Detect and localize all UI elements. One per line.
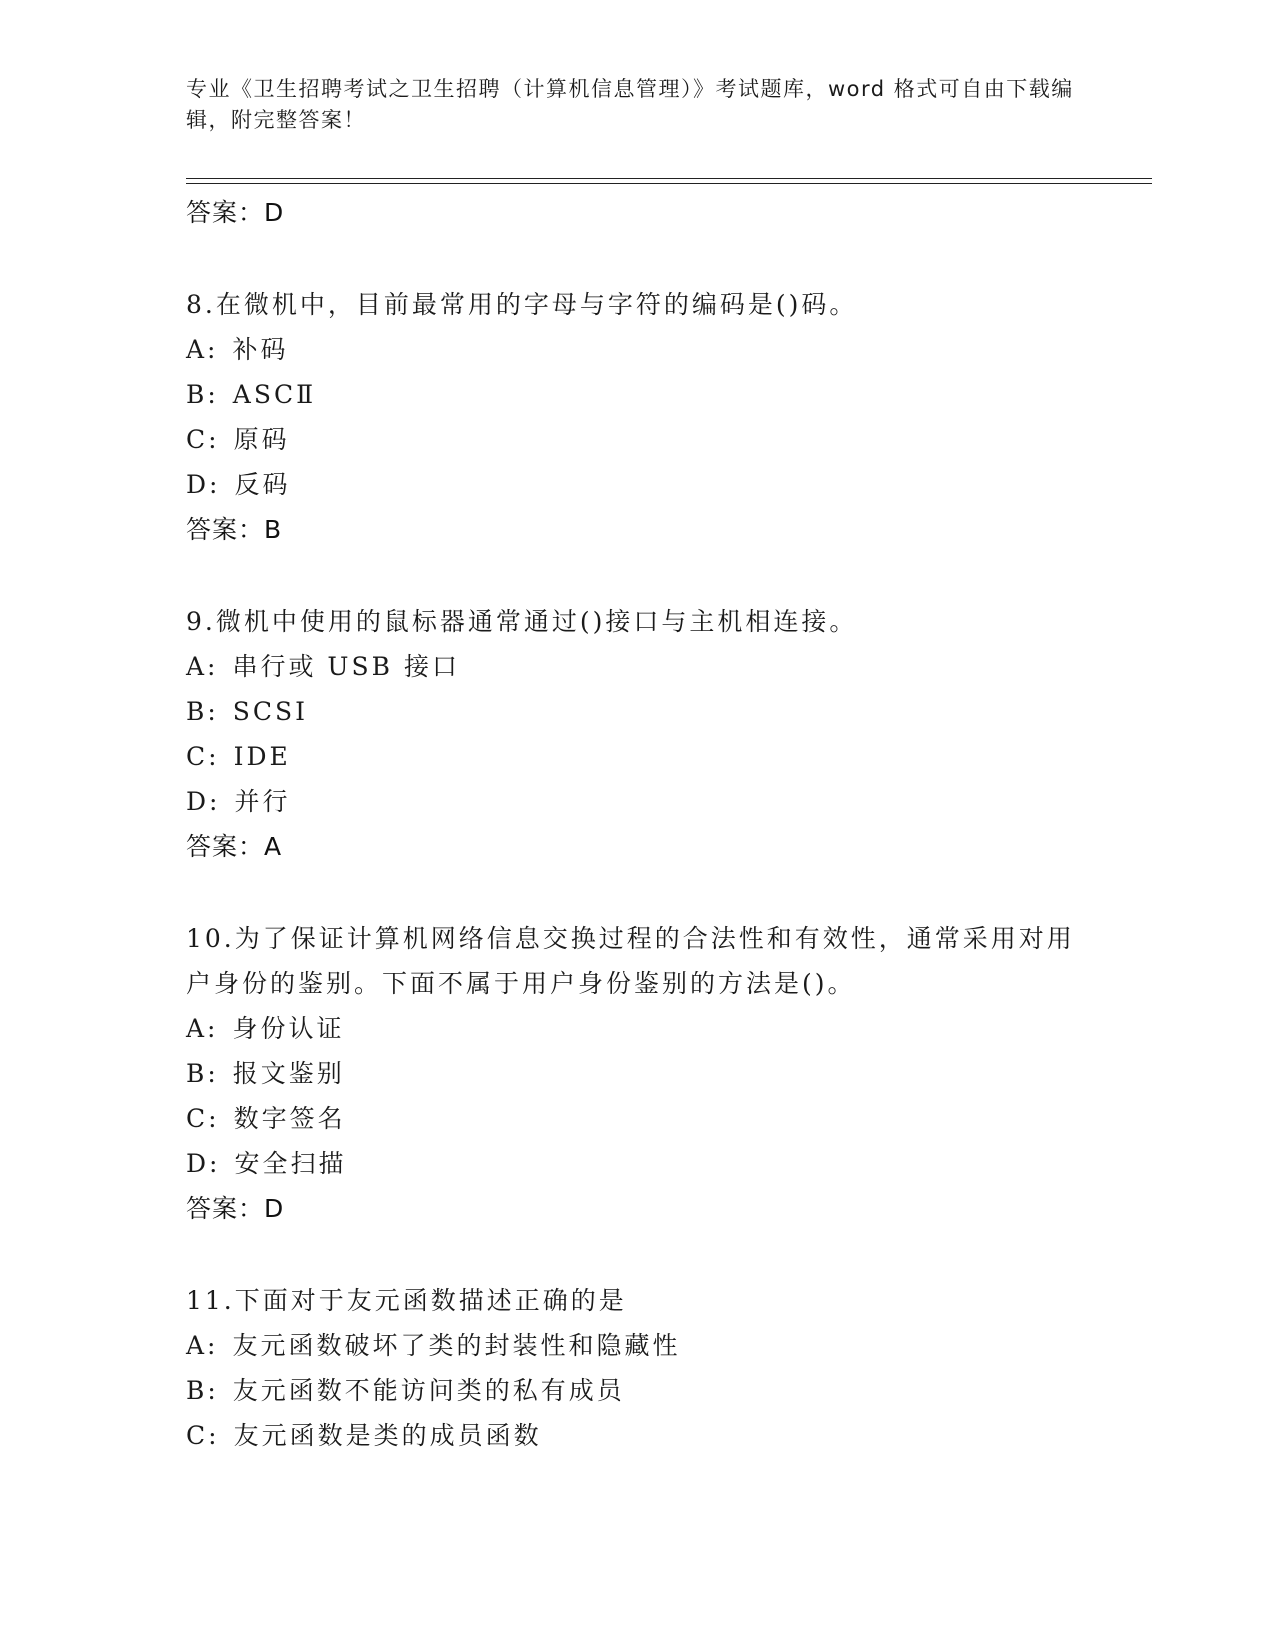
answer-line: 答案：D	[186, 1194, 285, 1223]
option-text: 友元函数是类的成员函数	[233, 1421, 542, 1450]
question-block	[186, 282, 1086, 552]
option-key: A:	[186, 335, 219, 364]
option-a	[186, 327, 1086, 372]
option-text: 数字签名	[233, 1104, 346, 1133]
option-key: C:	[186, 1421, 220, 1450]
option-c	[186, 417, 1086, 462]
document-body	[186, 190, 1086, 1458]
option-key: B:	[186, 1376, 219, 1405]
option-text: 安全扫描	[234, 1149, 347, 1178]
option-key: A:	[186, 1014, 219, 1043]
question-text: 11.下面对于友元函数描述正确的是	[186, 1286, 627, 1315]
option-d	[186, 779, 1086, 824]
header-rule-top	[186, 178, 1152, 179]
option-key: D:	[186, 787, 221, 816]
option-b	[186, 1051, 1086, 1096]
option-key: C:	[186, 1104, 220, 1133]
option-key: B:	[186, 1059, 219, 1088]
option-d	[186, 1141, 1086, 1186]
option-a	[186, 1006, 1086, 1051]
question-block	[186, 1278, 1086, 1458]
answer-line: 答案：D	[186, 198, 285, 227]
option-text: 报文鉴别	[232, 1059, 345, 1088]
option-c	[186, 1096, 1086, 1141]
answer-line: 答案：B	[186, 515, 283, 544]
option-text: 串行或 USB 接口	[232, 652, 460, 681]
answer-line: 答案：A	[186, 832, 283, 861]
option-text: 友元函数不能访问类的私有成员	[232, 1376, 625, 1405]
question-text: 10.为了保证计算机网络信息交换过程的合法性和有效性，通常采用对用户身份的鉴别。下面不属于用户身份鉴别的方法是()。	[186, 924, 1075, 998]
option-text: 补码	[232, 335, 289, 364]
option-key: D:	[186, 470, 221, 499]
option-key: D:	[186, 1149, 221, 1178]
question-block	[186, 916, 1086, 1231]
option-text: 身份认证	[232, 1014, 345, 1043]
question-text: 8.在微机中，目前最常用的字母与字符的编码是()码。	[186, 290, 858, 319]
option-c	[186, 734, 1086, 779]
document-header: 专业《卫生招聘考试之卫生招聘（计算机信息管理）》考试题库，word 格式可自由下载编辑，附完整答案！	[186, 77, 1074, 132]
option-a	[186, 644, 1086, 689]
option-b	[186, 689, 1086, 734]
option-c	[186, 1413, 1086, 1458]
option-text: 反码	[234, 470, 291, 499]
option-text: 原码	[233, 425, 290, 454]
option-key: C:	[186, 425, 220, 454]
option-text: IDE	[233, 742, 291, 771]
question-text: 9.微机中使用的鼠标器通常通过()接口与主机相连接。	[186, 607, 858, 636]
option-text: 并行	[234, 787, 291, 816]
question-block	[186, 599, 1086, 869]
option-key: A:	[186, 1331, 219, 1360]
header-rule-bottom	[186, 183, 1152, 184]
option-d	[186, 462, 1086, 507]
option-b	[186, 372, 1086, 417]
option-key: B:	[186, 380, 219, 409]
option-text: 友元函数破坏了类的封装性和隐藏性	[232, 1331, 681, 1360]
option-text: SCSI	[232, 697, 309, 726]
option-key: A:	[186, 652, 219, 681]
option-key: B:	[186, 697, 219, 726]
option-text: ASCⅡ	[232, 380, 317, 409]
option-b	[186, 1368, 1086, 1413]
option-key: C:	[186, 742, 220, 771]
option-a	[186, 1323, 1086, 1368]
